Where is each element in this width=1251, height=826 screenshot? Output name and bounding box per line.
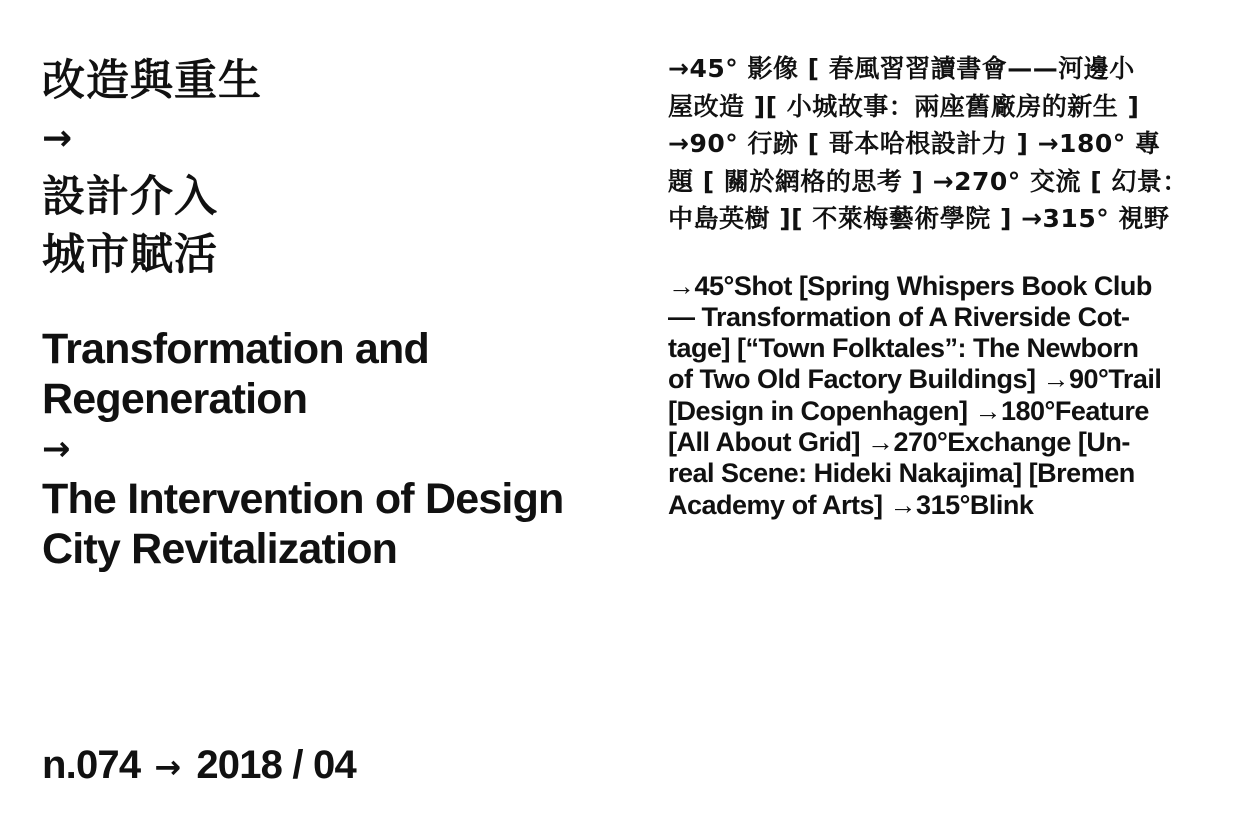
cover-title-block (42, 52, 622, 574)
toc-en-line: [All About Grid] →270°Exchange [Un- (668, 426, 1130, 457)
toc-en (668, 271, 1228, 521)
toc-en-line: — Transformation of A Riverside Cot- (668, 301, 1130, 332)
toc-zh-line: 屋改造 ][ 小城故事：兩座舊廠房的新生 ] (668, 91, 1140, 121)
toc-zh-line: 中島英樹 ][ 不萊梅藝術學院 ] →315° 視野 (668, 204, 1170, 233)
title-en (42, 324, 622, 574)
issue-date: 2018 / 04 (196, 743, 356, 787)
toc-en-line: Academy of Arts] →315°Blink (668, 489, 1034, 520)
issue-number: n.074 (42, 743, 141, 787)
title-en-line-2: Regeneration (42, 375, 308, 423)
issue-arrow: → (154, 748, 181, 786)
title-zh-line-3: 城市賦活 (42, 230, 218, 280)
toc-zh-line: 題 [ 關於網格的思考 ] →270° 交流 [ 幻景： (668, 166, 1188, 196)
toc-en-line: real Scene: Hideki Nakajima] [Bremen (668, 458, 1135, 489)
toc-en-line: tage] [“Town Folktales”: The Newborn (668, 333, 1139, 364)
issue-info (42, 740, 356, 792)
toc-zh (668, 50, 1228, 238)
title-zh (42, 52, 622, 284)
title-zh-line-1: 改造與重生 (42, 56, 262, 106)
title-zh-line-2: 設計介入 (42, 172, 218, 222)
table-of-contents (668, 50, 1228, 521)
title-en-line-3: The Intervention of Design (42, 475, 564, 523)
toc-en-line: →45°Shot [Spring Whispers Book Club (668, 270, 1152, 301)
title-en-line-4: City Revitalization (42, 525, 398, 573)
title-zh-arrow: → (42, 118, 73, 159)
title-en-arrow: → (42, 429, 71, 469)
toc-zh-line: →90° 行跡 [ 哥本哈根設計力 ] →180° 專 (668, 129, 1161, 158)
toc-en-line: [Design in Copenhagen] →180°Feature (668, 395, 1149, 426)
title-en-line-1: Transformation and (42, 325, 429, 373)
toc-en-line: of Two Old Factory Buildings] →90°Trail (668, 364, 1162, 395)
toc-zh-line: →45° 影像 [ 春風習習讀書會——河邊小 (668, 54, 1135, 83)
